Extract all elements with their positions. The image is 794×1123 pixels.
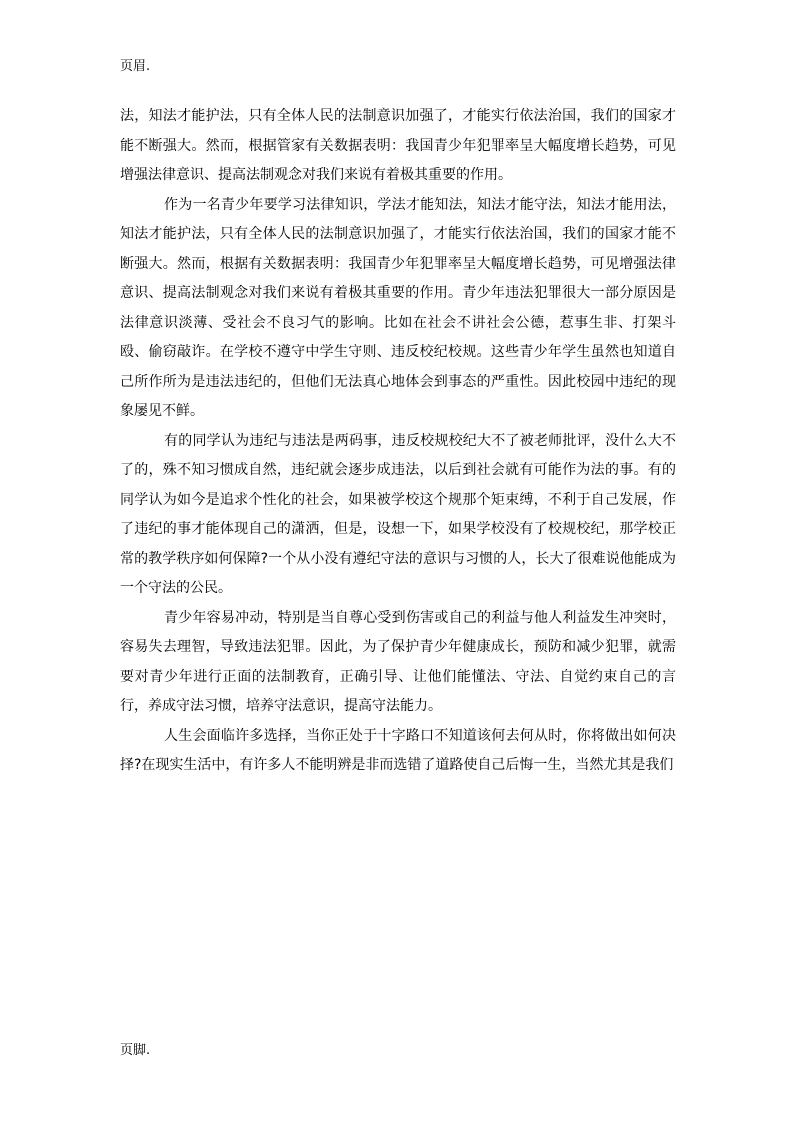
paragraph-1: 法，知法才能护法，只有全体人民的法制意识加强了，才能实行依法治国，我们的国家才能不断强大。然而，根据管家有关数据表明：我国青少年犯罪率呈大幅度增长趋势，可见增强法律意识、提高法制观念对我们来说有着极其重要的作用。 bbox=[120, 108, 676, 183]
paragraph-2: 作为一名青少年要学习法律知识，学法才能知法，知法才能守法，知法才能用法，知法才能护法，只有全体人民的法制意识加强了，才能实行依法治国，我们的国家才能不断强大。然而，根据有关数据表明：我国青少年犯罪率呈大幅度增长趋势，可见增强法律意识、提高法制观念对我们来说有着极其重要的作用。青少年违法犯罪很大一部分原因是法律意识淡薄、受社会不良习气的影响。比如在社会不讲社会公德，惹事生非、打架斗殴、偷窃敲诈。在学校不遵守中学生守则、违反校纪校规。这些青少年学生虽然也知道自己所作所为是违法违纪的，但他们无法真心地体会到事态的严重性。因此校园中违纪的现象屡见不鲜。 bbox=[120, 196, 676, 419]
paragraph-4: 青少年容易冲动，特别是当自尊心受到伤害或自己的利益与他人利益发生冲突时，容易失去理智，导致违法犯罪。因此，为了保护青少年健康成长，预防和减少犯罪，就需要对青少年进行正面的法制教育，正确引导、让他们能懂法、守法、自觉约束自己的言行，养成守法习惯，培养守法意识，提高守法能力。 bbox=[120, 609, 676, 714]
page-footer: 页脚. bbox=[120, 1043, 151, 1058]
page-header: 页眉. bbox=[120, 59, 151, 74]
document-body bbox=[120, 102, 676, 781]
paragraph-3: 有的同学认为违纪与违法是两码事，违反校规校纪大不了被老师批评，没什么大不了的，殊不知习惯成自然，违纪就会逐步成违法，以后到社会就有可能作为法的事。有的同学认为如今是追求个性化的社会，如果被学校这个规那个矩束缚，不利于自己发展，作了违纪的事才能体现自己的潇洒，但是，设想一下，如果学校没有了校规校纪，那学校正常的教学秩序如何保障?一个从小没有遵纪守法的意识与习惯的人，长大了很难说他能成为一个守法的公民。 bbox=[120, 432, 676, 596]
paragraph-5: 人生会面临许多选择，当你正处于十字路口不知道该何去何从时，你将做出如何决择?在现实生活中，有许多人不能明辨是非而选错了道路使自己后悔一生，当然尤其是我们 bbox=[120, 727, 676, 773]
